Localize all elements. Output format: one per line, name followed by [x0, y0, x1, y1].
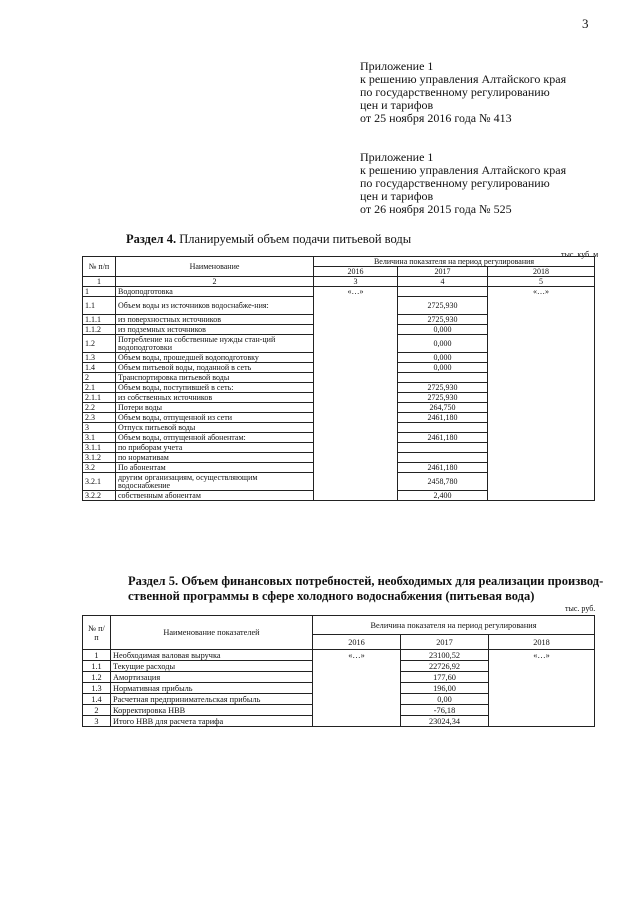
table-header-row — [83, 616, 595, 635]
value-2017: 2461,180 — [398, 463, 488, 473]
row-number: 2 — [83, 373, 116, 383]
appendix-line: по государственному регулированию — [360, 85, 550, 99]
section4-title-text: Планируемый объем подачи питьевой воды — [176, 232, 412, 246]
value-2017: 0,00 — [401, 694, 489, 705]
appendix-line: цен и тарифов — [360, 98, 434, 112]
table-row — [83, 287, 595, 297]
col-header-name: Наименование показателей — [111, 616, 313, 650]
row-name: другим организациям, осуществляющим водоснабжение — [116, 473, 314, 491]
row-number: 3.1 — [83, 433, 116, 443]
row-number: 3.1.1 — [83, 443, 116, 453]
value-2017: 0,000 — [398, 325, 488, 335]
row-name: из подземных источников — [116, 325, 314, 335]
value-2017: 2725,930 — [398, 315, 488, 325]
row-number: 1.4 — [83, 363, 116, 373]
table-row — [83, 650, 595, 661]
col-header-period: Величина показателя на период регулирования — [314, 257, 595, 267]
appendix-line: цен и тарифов — [360, 189, 434, 203]
row-name: Текущие расходы — [111, 661, 313, 672]
column-index: 2 — [116, 277, 314, 287]
row-name: Потери воды — [116, 403, 314, 413]
water-volume-table — [82, 256, 595, 501]
value-2017: 23100,52 — [401, 650, 489, 661]
appendix-line: Приложение 1 — [360, 59, 434, 73]
value-2016-placeholder: «…» — [313, 650, 401, 727]
value-2018-placeholder: «…» — [488, 287, 595, 501]
page-number: 3 — [582, 16, 589, 31]
value-2017: -76,18 — [401, 705, 489, 716]
row-name: Отпуск питьевой воды — [116, 423, 314, 433]
value-2017: 2458,780 — [398, 473, 488, 491]
row-number: 3 — [83, 716, 111, 727]
value-2017: 2725,930 — [398, 297, 488, 315]
row-number: 1.1 — [83, 661, 111, 672]
section4-units: тыс. куб. м — [561, 250, 599, 259]
row-name: Амортизация — [111, 672, 313, 683]
row-name: Корректировка НВВ — [111, 705, 313, 716]
row-number: 3 — [83, 423, 116, 433]
column-index: 1 — [83, 277, 116, 287]
row-number: 1 — [83, 650, 111, 661]
row-name: Потребление на собственные нужды стан-ций водоподготовки — [116, 335, 314, 353]
row-name: Объем воды, отпущенной абонентам: — [116, 433, 314, 443]
section5-title-text: Раздел 5. Объем финансовых потребностей, необходимых для реализации производ-ственной программы в сфере холодного водоснабжения (питьевая вода) — [128, 574, 604, 603]
value-2018-placeholder: «…» — [489, 650, 595, 727]
appendix-line: от 26 ноября 2015 года № 525 — [360, 202, 512, 216]
row-number: 1.1.1 — [83, 315, 116, 325]
col-header-2016: 2016 — [313, 635, 401, 650]
col-header-num: № п/ п — [83, 616, 111, 650]
row-number: 3.2.2 — [83, 491, 116, 501]
value-2017: 2461,180 — [398, 413, 488, 423]
col-header-2018: 2018 — [489, 635, 595, 650]
row-name: по нормативам — [116, 453, 314, 463]
value-2016-placeholder: «…» — [314, 287, 398, 501]
appendix-line: к решению управления Алтайского края — [360, 72, 567, 86]
row-number: 2.2 — [83, 403, 116, 413]
row-number: 1 — [83, 287, 116, 297]
row-number: 3.2.1 — [83, 473, 116, 491]
value-2017: 264,750 — [398, 403, 488, 413]
value-2017: 22726,92 — [401, 661, 489, 672]
row-number: 2.1.1 — [83, 393, 116, 403]
row-number: 1.1.2 — [83, 325, 116, 335]
row-name: Объем воды, поступившей в сеть: — [116, 383, 314, 393]
row-name: Итого НВВ для расчета тарифа — [111, 716, 313, 727]
column-index: 4 — [398, 277, 488, 287]
row-number: 1.1 — [83, 297, 116, 315]
row-name: Транспортировка питьевой воды — [116, 373, 314, 383]
col-header-num: № п/п — [83, 257, 116, 277]
section5-units: тыс. руб. — [565, 604, 596, 613]
row-name: Нормативная прибыль — [111, 683, 313, 694]
value-2017 — [398, 453, 488, 463]
section4-title — [126, 232, 411, 247]
value-2017: 2,400 — [398, 491, 488, 501]
col-header-2016: 2016 — [314, 267, 398, 277]
row-name: По абонентам — [116, 463, 314, 473]
row-name: Водоподготовка — [116, 287, 314, 297]
row-number: 1.2 — [83, 672, 111, 683]
row-name: по приборам учета — [116, 443, 314, 453]
appendix-line: к решению управления Алтайского края — [360, 163, 567, 177]
value-2017 — [398, 373, 488, 383]
row-number: 1.2 — [83, 335, 116, 353]
value-2017: 196,00 — [401, 683, 489, 694]
appendix-header-current — [360, 60, 566, 125]
row-number: 1.3 — [83, 683, 111, 694]
appendix-header-original — [360, 151, 566, 216]
row-number: 3.2 — [83, 463, 116, 473]
section5-title — [128, 574, 608, 604]
value-2017 — [398, 287, 488, 297]
column-index-row — [83, 277, 595, 287]
appendix-line: по государственному регулированию — [360, 176, 550, 190]
row-name: Объем воды из источников водоснабже-ния: — [116, 297, 314, 315]
row-number: 2.3 — [83, 413, 116, 423]
row-name: из поверхностных источников — [116, 315, 314, 325]
row-name: Расчетная предпринимательская прибыль — [111, 694, 313, 705]
col-header-2017: 2017 — [398, 267, 488, 277]
row-number: 2 — [83, 705, 111, 716]
table-header-row — [83, 257, 595, 267]
appendix-line: от 25 ноября 2016 года № 413 — [360, 111, 512, 125]
value-2017: 0,000 — [398, 363, 488, 373]
row-name: Объем воды, прошедшей водоподготовку — [116, 353, 314, 363]
row-name: собственным абонентам — [116, 491, 314, 501]
row-name: Объем воды, отпущенной из сети — [116, 413, 314, 423]
row-number: 2.1 — [83, 383, 116, 393]
row-number: 3.1.2 — [83, 453, 116, 463]
column-index: 5 — [488, 277, 595, 287]
row-number: 1.3 — [83, 353, 116, 363]
col-header-name: Наименование — [116, 257, 314, 277]
value-2017: 2725,930 — [398, 393, 488, 403]
financial-needs-table — [82, 615, 595, 727]
value-2017 — [398, 423, 488, 433]
row-name: из собственных источников — [116, 393, 314, 403]
value-2017: 2461,180 — [398, 433, 488, 443]
value-2017: 177,60 — [401, 672, 489, 683]
value-2017: 0,000 — [398, 335, 488, 353]
col-header-period: Величина показателя на период регулирования — [313, 616, 595, 635]
column-index: 3 — [314, 277, 398, 287]
value-2017: 0,000 — [398, 353, 488, 363]
col-header-2017: 2017 — [401, 635, 489, 650]
value-2017: 2725,930 — [398, 383, 488, 393]
section4-title-label: Раздел 4. — [126, 232, 177, 246]
col-header-2018: 2018 — [488, 267, 595, 277]
row-name: Объем питьевой воды, поданной в сеть — [116, 363, 314, 373]
row-name: Необходимая валовая выручка — [111, 650, 313, 661]
row-number: 1.4 — [83, 694, 111, 705]
value-2017: 23024,34 — [401, 716, 489, 727]
appendix-line: Приложение 1 — [360, 150, 434, 164]
value-2017 — [398, 443, 488, 453]
